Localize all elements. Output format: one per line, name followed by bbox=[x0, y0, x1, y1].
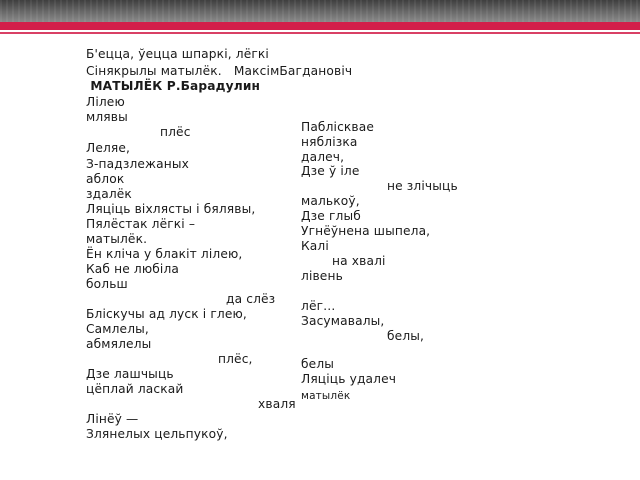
right-line-11: лівень bbox=[301, 269, 343, 283]
accent-stripe bbox=[0, 22, 640, 30]
left-line-4: Леляе, bbox=[86, 141, 131, 155]
left-line-3: плёс bbox=[160, 125, 191, 139]
left-line-5: З-падзлежаных bbox=[86, 157, 190, 171]
left-line-23: Злянелых цельпукоў, bbox=[86, 427, 228, 441]
left-line-15: Бліскучы ад луск і глею, bbox=[86, 307, 247, 321]
left-line-8: Ляціць віхлясты і бялявы, bbox=[86, 202, 256, 216]
left-line-21: хваля bbox=[258, 397, 296, 411]
left-line-9: Пялёстак лёгкі – bbox=[86, 217, 196, 231]
epigraph-line-2: Сінякрылы матылёк. МаксімБагдановіч bbox=[86, 64, 353, 78]
left-line-18: плёс, bbox=[218, 352, 253, 366]
left-line-2: млявы bbox=[86, 110, 128, 124]
right-line-8: Угнёўнена шыпела, bbox=[301, 224, 431, 238]
right-line-6: малькоў, bbox=[301, 194, 360, 208]
left-line-14: да слёз bbox=[226, 292, 276, 306]
left-line-7: здалёк bbox=[86, 187, 132, 201]
left-line-10: матылёк. bbox=[86, 232, 148, 246]
right-line-17: белы bbox=[301, 357, 335, 371]
left-line-16: Самлелы, bbox=[86, 322, 149, 336]
left-line-12: Каб не любіла bbox=[86, 262, 180, 276]
right-line-7: Дзе глыб bbox=[301, 209, 361, 223]
right-line-2: няблізка bbox=[301, 135, 358, 149]
right-line-13: лёг… bbox=[301, 299, 336, 313]
left-line-13: больш bbox=[86, 277, 128, 291]
right-line-14: Засумавалы, bbox=[301, 314, 385, 328]
right-line-15: белы, bbox=[387, 329, 425, 343]
right-line-18: Ляціць удалеч bbox=[301, 372, 397, 386]
divider-accent bbox=[0, 32, 640, 34]
left-line-17: абмялелы bbox=[86, 337, 152, 351]
left-line-6: аблок bbox=[86, 172, 125, 186]
right-line-1: Паблісквае bbox=[301, 120, 375, 134]
right-line-10: на хвалі bbox=[332, 254, 386, 268]
left-line-19: Дзе лашчыць bbox=[86, 367, 174, 381]
right-line-3: далеч, bbox=[301, 150, 345, 164]
left-line-22: Лінёў — bbox=[86, 412, 139, 426]
right-line-5: не злічыць bbox=[387, 179, 458, 193]
left-line-1: Лілею bbox=[86, 95, 125, 109]
header-pattern bbox=[0, 0, 640, 22]
poem-title: МАТЫЛЁК Р.Барадулин bbox=[86, 79, 261, 93]
left-line-11: Ён кліча у блакіт лілею, bbox=[86, 247, 243, 261]
right-line-19: матылёк bbox=[301, 390, 351, 402]
right-line-4: Дзе ў іле bbox=[301, 164, 360, 178]
left-line-20: цёплай ласкай bbox=[86, 382, 184, 396]
epigraph-line-1: Б'ецца, ўецца шпаркі, лёгкі bbox=[86, 47, 269, 61]
right-line-9: Калі bbox=[301, 239, 329, 253]
